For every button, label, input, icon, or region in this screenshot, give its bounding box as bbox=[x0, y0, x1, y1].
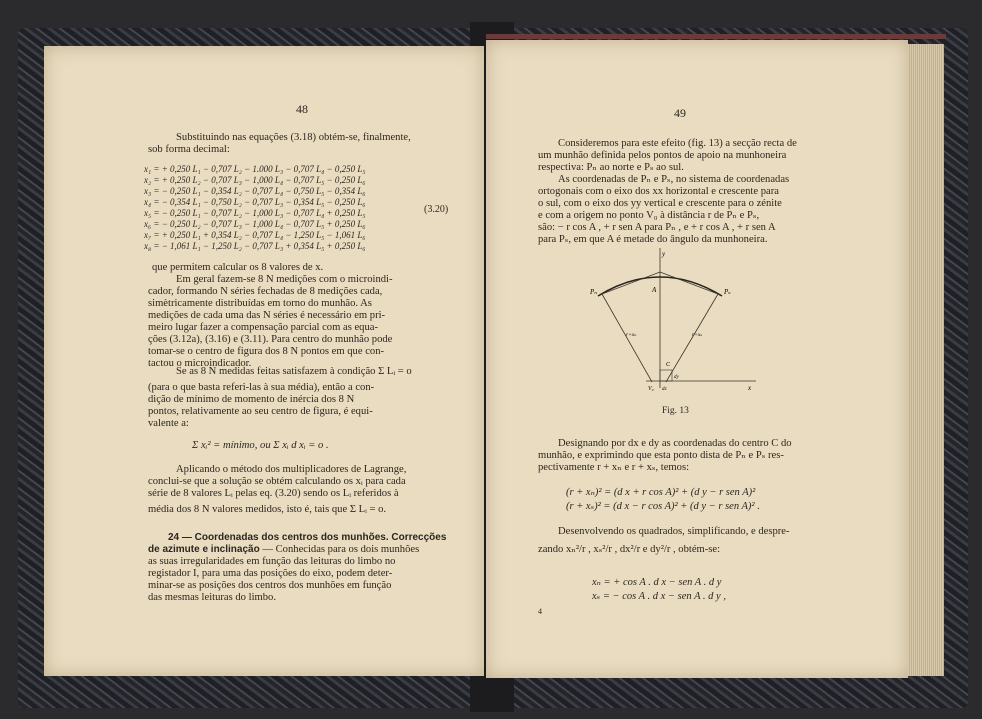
paragraph-line: cador, formando N séries fechadas de 8 medições cada, bbox=[148, 286, 383, 297]
fig-label-y: y bbox=[662, 250, 666, 258]
section-heading-line bbox=[148, 544, 419, 556]
section-heading: 24 — Coordenadas dos centros dos munhões. Correcções bbox=[168, 532, 447, 543]
equation-4: xₛ = − cos A . d x − sen A . d y , bbox=[592, 591, 726, 602]
paragraph-line: que permitem calcular os 8 valores de x. bbox=[152, 262, 324, 273]
paragraph-line: Consideremos para este efeito (fig. 13) a secção recta de bbox=[558, 138, 797, 149]
paragraph-line: (para o que basta referi-las à sua média), então a con- bbox=[148, 382, 375, 393]
paragraph-line: o sul, com o eixo dos yy vertical e crescente para o zénite bbox=[538, 198, 782, 209]
paragraph-line: série de 8 valores Lᵢ pelas eq. (3.20) sendo os Lᵢ referidos à bbox=[148, 488, 399, 499]
support-line-s bbox=[660, 272, 718, 294]
right-page bbox=[486, 40, 908, 678]
paragraph-line: pontos, relativamente ao seu centro de figura, é equi- bbox=[148, 406, 373, 417]
equation-line: x₂ = + 0,250 L₂ − 0,707 L₃ − 1,000 L₄ − 0,707 L₅ − 0,250 L₆ bbox=[144, 175, 366, 185]
signature-mark: 4 bbox=[538, 607, 542, 616]
paragraph-line: registador I, para uma das posições do eixo, podem deter- bbox=[148, 568, 393, 579]
fig-label-ps: Pₛ bbox=[724, 288, 731, 296]
paragraph-text: — Conhecidas para os dois munhões bbox=[259, 544, 420, 555]
paragraph-line: Se as 8 N medidas feitas satisfazem à condição Σ Lᵢ = o bbox=[176, 366, 412, 377]
equation-3: xₙ = + cos A . d x − sen A . d y bbox=[592, 577, 722, 588]
fig-label-v0: V₀ bbox=[648, 386, 654, 392]
fig-label-c: C bbox=[666, 362, 671, 368]
equation-line: x₆ = − 0,250 L₂ − 0,707 L₃ − 1,000 L₄ − 0,707 L₅ + 0,250 L₆ bbox=[144, 219, 366, 229]
fig-label-pn: Pₙ bbox=[590, 288, 598, 296]
paragraph-line: um munhão definida pelos pontos de apoio na munhoneira bbox=[538, 150, 787, 161]
paragraph-line: para Pₛ, em que A é metade do ângulo da munhoneira. bbox=[538, 234, 768, 245]
fig-label-rxs: r+xₛ bbox=[692, 332, 703, 338]
figure-caption: Fig. 13 bbox=[662, 406, 689, 416]
paragraph-line: ortogonais com o eixo dos xx horizontal e crescente para bbox=[538, 186, 779, 197]
equation-2: (r + xₛ)² = (d x − r cos A)² + (d y − r sen A)² . bbox=[566, 501, 760, 512]
equation-1: (r + xₙ)² = (d x + r cos A)² + (d y − r sen A)² bbox=[566, 487, 756, 498]
paragraph-line: conclui-se que a solução se obtém calculando os xᵢ para cada bbox=[148, 476, 406, 487]
left-page bbox=[44, 46, 484, 676]
paragraph-line: munhão, e exprimindo que esta ponto dista de Pₙ e Pₛ res- bbox=[538, 450, 784, 461]
equation-line: x₄ = − 0,354 L₁ − 0,750 L₂ − 0,707 L₃ − 0,354 L₅ − 0,250 L₆ bbox=[144, 197, 366, 207]
paragraph-line: das mesmas leituras do limbo. bbox=[148, 592, 276, 603]
paragraph-line: simètricamente distribuídas em torno do munhão. As bbox=[148, 298, 372, 309]
equation-number: (3.20) bbox=[424, 204, 449, 215]
paragraph-line: Designando por dx e dy as coordenadas do centro C do bbox=[558, 438, 792, 449]
paragraph-line: As coordenadas de Pₙ e Pₛ, no sistema de coordenadas bbox=[558, 174, 790, 185]
rs-line bbox=[666, 294, 718, 382]
paragraph-line: dição de mínimo de momento de inércia dos 8 N bbox=[148, 394, 355, 405]
paragraph-line: as suas irregularidades em função das leituras do limbo no bbox=[148, 556, 396, 567]
paragraph-line: média dos 8 N valores medidos, isto é, tais que Σ Lᵢ = o. bbox=[148, 504, 387, 515]
fig-label-rxn: r+xₙ bbox=[626, 332, 637, 338]
page-number: 49 bbox=[674, 106, 686, 120]
fig-label-dy: dy bbox=[674, 375, 679, 380]
equation-line: x₁ = + 0,250 L₁ − 0,707 L₂ − 1.000 L₃ − 0,707 L₄ − 0,250 L₅ bbox=[144, 164, 366, 174]
page-edge-red bbox=[486, 34, 946, 39]
paragraph-line: ções (3.12a), (3.16) e (3.11). Para centro do munhão pode bbox=[148, 334, 393, 345]
paragraph-line: Desenvolvendo os quadrados, simplificando, e despre- bbox=[558, 526, 790, 537]
paragraph-line: tomar-se o centro de figura dos 8 N pontos em que con- bbox=[148, 346, 385, 357]
page-stack-edge bbox=[906, 44, 944, 676]
fig-label-a: A bbox=[652, 286, 657, 294]
paragraph-line: meiro lugar fazer a compensação parcial com as equa- bbox=[148, 322, 378, 333]
paragraph-line: zando xₙ²/r , xₛ²/r , dx²/r e dy²/r , obtém-se: bbox=[538, 544, 721, 555]
paragraph-line: são: − r cos A , + r sen A para Pₙ , e + r cos A , + r sen A bbox=[538, 222, 776, 233]
paragraph-line: Em geral fazem-se 8 N medições com o microindi- bbox=[176, 274, 393, 285]
minimum-condition: Σ xᵢ² = mínimo, ou Σ xᵢ d xᵢ = o . bbox=[192, 440, 329, 451]
paragraph-line: Aplicando o método dos multiplicadores de Lagrange, bbox=[176, 464, 407, 475]
paragraph-line: medições de cada uma das N séries é necessário em pri- bbox=[148, 310, 386, 321]
equation-line: x₇ = + 0,250 L₁ + 0,354 L₂ − 0,707 L₄ − 1,250 L₅ − 1,061 L₆ bbox=[144, 230, 366, 240]
equation-line: x₈ = − 1,061 L₁ − 1,250 L₂ − 0,707 L₃ + 0,354 L₅ + 0,250 L₆ bbox=[144, 241, 366, 251]
page-number: 48 bbox=[296, 102, 308, 116]
paragraph-line: valente a: bbox=[148, 418, 189, 429]
intro-line: sob forma decimal: bbox=[148, 144, 230, 155]
paragraph-line: tactou o microindicador. bbox=[148, 358, 252, 369]
intro-line: Substituindo nas equações (3.18) obtém-se, finalmente, bbox=[176, 132, 411, 143]
paragraph-line: respectiva: Pₙ ao norte e Pₛ ao sul. bbox=[538, 162, 684, 173]
rn-line bbox=[602, 294, 652, 382]
paragraph-line: e com a origem no ponto V₀ à distância r de Pₙ e Pₛ, bbox=[538, 210, 760, 221]
paragraph-line: pectivamente r + xₙ e r + xₛ, temos: bbox=[538, 462, 690, 473]
equation-line: x₃ = − 0,250 L₁ − 0,354 L₂ − 0,707 L₄ − 0,750 L₅ − 0,354 L₆ bbox=[144, 186, 366, 196]
paragraph-line: minar-se as posições dos centros dos munhões em função bbox=[148, 580, 392, 591]
figure-13 bbox=[586, 248, 766, 398]
section-heading-bold: de azimute e inclinação bbox=[148, 544, 260, 555]
fig-label-x: x bbox=[748, 384, 752, 392]
equation-line: x₅ = − 0,250 L₁ − 0,707 L₂ − 1,000 L₃ − 0,707 L₄ + 0,250 L₅ bbox=[144, 208, 366, 218]
fig-label-dx: dx bbox=[662, 387, 667, 392]
